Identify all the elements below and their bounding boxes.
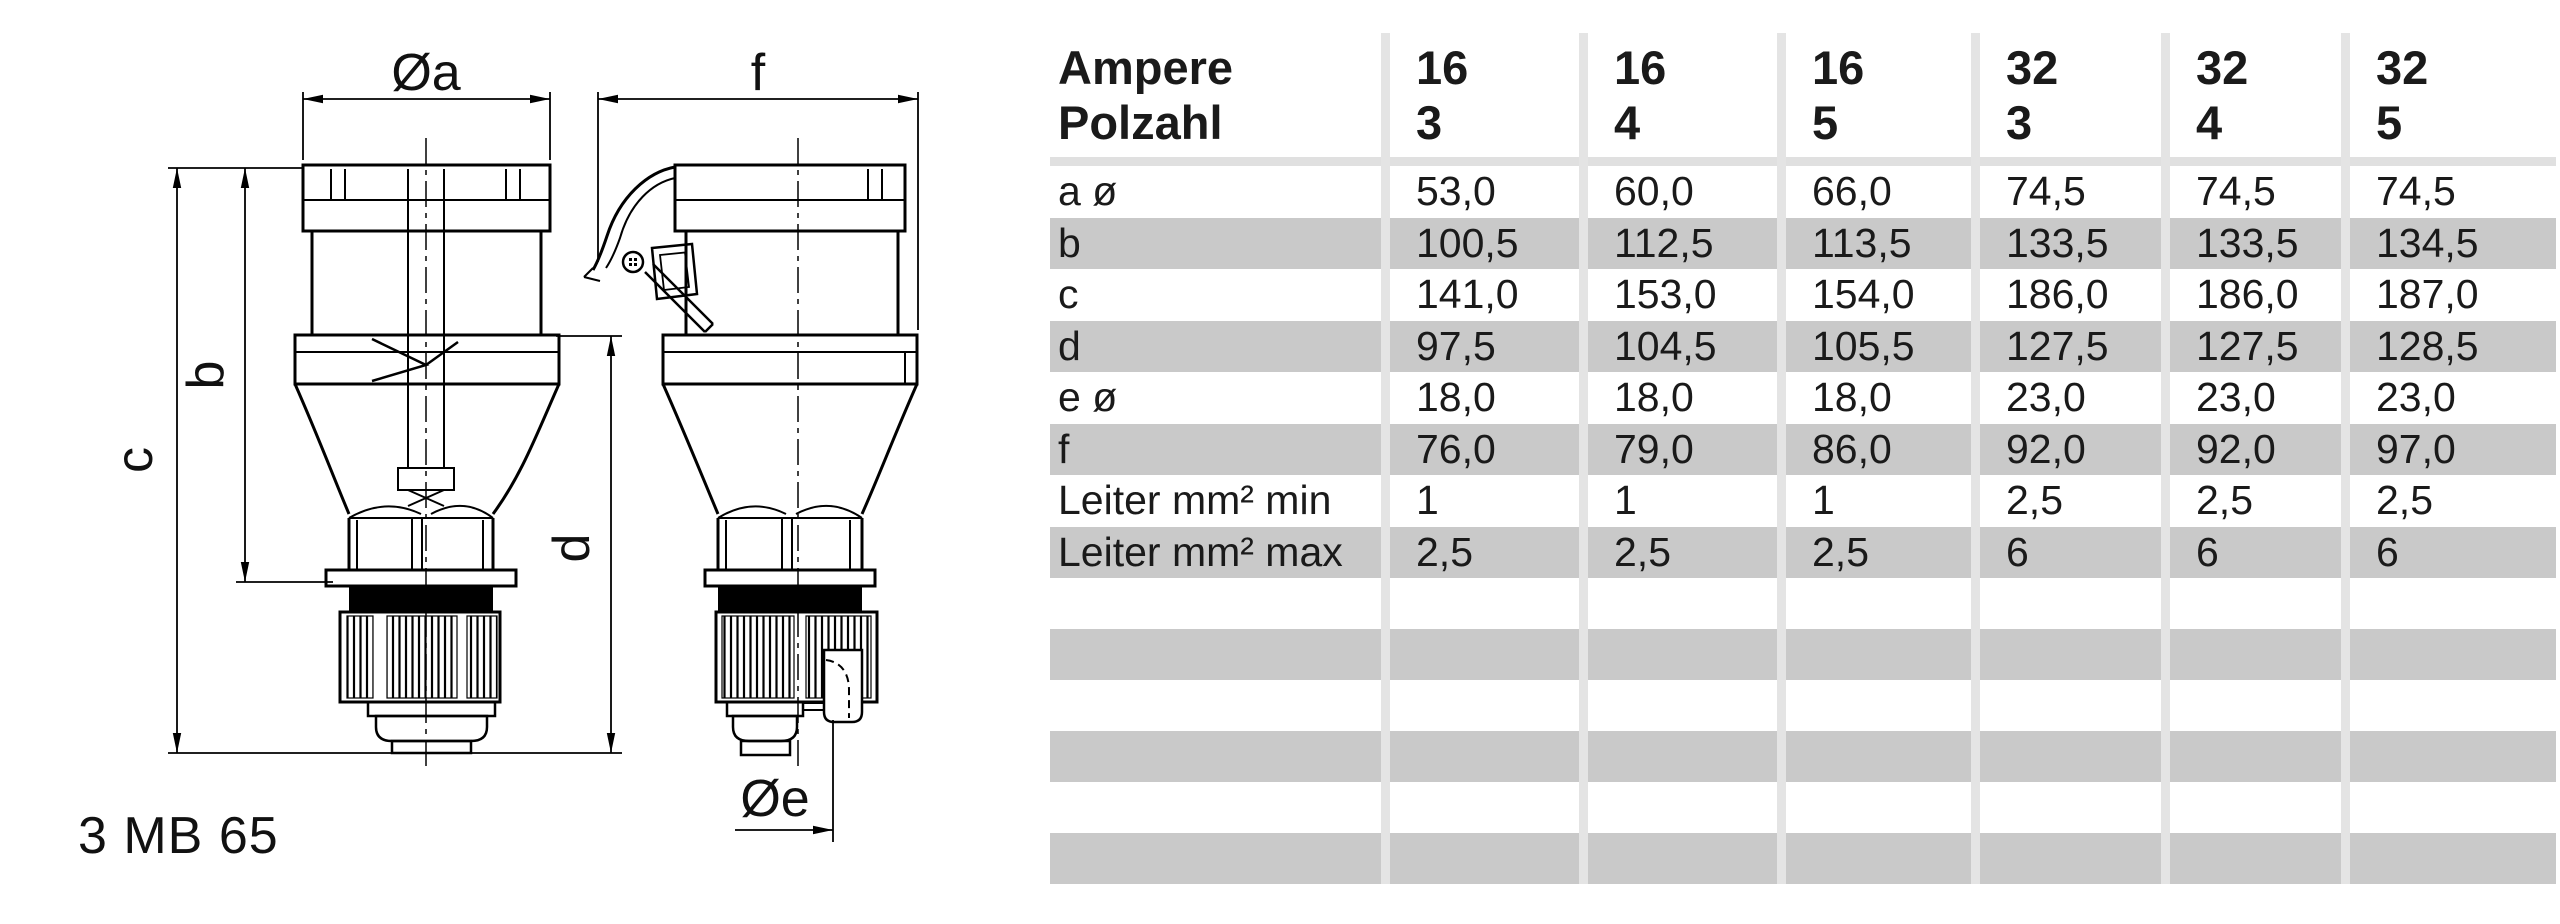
- header-ampere-label: Ampere: [1058, 41, 1234, 94]
- dimension-lines: [168, 92, 918, 842]
- dim-label-c: c: [106, 447, 164, 473]
- header-col-1: 16 3: [1416, 41, 1469, 149]
- column-separator: [2341, 33, 2350, 884]
- header-col-5: 32 4: [2196, 41, 2249, 149]
- dim-label-f: f: [750, 44, 766, 102]
- table-row-c: c 141,0 153,0 154,0 186,0 186,0 187,0: [1058, 271, 2479, 317]
- connector-side-view: [584, 165, 917, 755]
- dimension-labels: [106, 44, 810, 828]
- empty-row: [1050, 731, 2556, 782]
- header-col-3: 16 5: [1812, 41, 1865, 149]
- connector-front-view: [295, 165, 559, 753]
- column-separator: [1579, 33, 1588, 884]
- table-row-e: e ø 18,0 18,0 18,0 23,0 23,0 23,0: [1058, 374, 2456, 420]
- dim-label-d: d: [543, 533, 601, 563]
- empty-row: [1050, 833, 2556, 884]
- empty-row: [1050, 578, 2556, 629]
- dimension-arrowheads: [173, 95, 918, 834]
- empty-row: [1050, 680, 2556, 731]
- part-number: 3 MB 65: [78, 807, 279, 865]
- dim-label-a: Øa: [391, 44, 461, 102]
- column-separator: [2161, 33, 2170, 884]
- header-col-4: 32 3: [2006, 41, 2059, 149]
- dim-label-b: b: [177, 360, 235, 390]
- table-row-b: b 100,5 112,5 113,5 133,5 133,5 134,5: [1050, 218, 2556, 270]
- header-separator: [1050, 157, 2556, 166]
- table-row-leiter-min: Leiter mm² min 1 1 1 2,5 2,5 2,5: [1058, 477, 2433, 523]
- header-label: [1050, 40, 1385, 150]
- technical-drawing: [0, 0, 1045, 924]
- column-separator: [1381, 33, 1390, 884]
- table-header-row: [1050, 40, 2556, 150]
- empty-row: [1050, 782, 2556, 833]
- column-separator: [1971, 33, 1980, 884]
- empty-row: [1050, 629, 2556, 680]
- table-row-f: f 76,0 79,0 86,0 92,0 92,0 97,0: [1050, 424, 2556, 476]
- table-row-leiter-max: Leiter mm² max 2,5 2,5 2,5 6 6 6: [1050, 527, 2556, 579]
- header-polzahl-label: Polzahl: [1058, 96, 1223, 149]
- column-separator: [1777, 33, 1786, 884]
- table-row-d: d 97,5 104,5 105,5 127,5 127,5 128,5: [1050, 321, 2556, 373]
- dim-label-e: Øe: [740, 770, 810, 828]
- dimension-table: [1050, 0, 2556, 924]
- table-row-a: a ø 53,0 60,0 66,0 74,5 74,5 74,5: [1058, 168, 2456, 214]
- header-col-2: 16 4: [1614, 41, 1667, 149]
- header-col-6: 32 5: [2376, 41, 2429, 149]
